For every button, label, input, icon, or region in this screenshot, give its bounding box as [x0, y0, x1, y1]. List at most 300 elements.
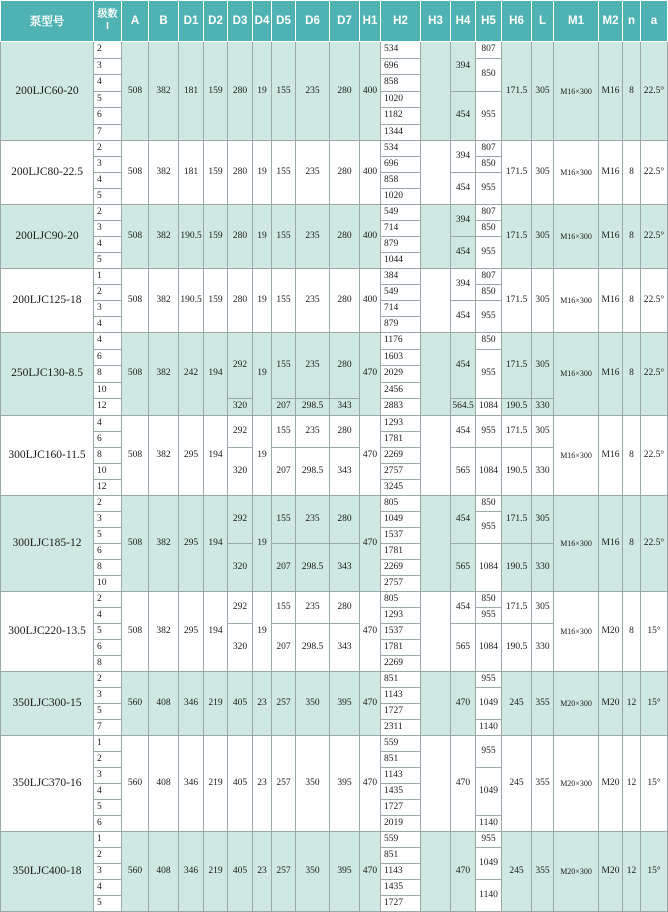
dim-H5: 850: [476, 58, 502, 91]
dim-L: 305: [532, 333, 554, 399]
dim-H2: 1727: [381, 799, 421, 815]
dim-A: 508: [122, 42, 149, 141]
dim-D6: 350: [296, 735, 330, 831]
dim-D2: 194: [204, 495, 228, 591]
dim-H4: 394: [451, 269, 476, 301]
dim-H5: 1049: [476, 847, 502, 879]
dim-H2: 1435: [381, 783, 421, 799]
dim-M2: M16: [599, 205, 623, 269]
dim-H6: 245: [502, 671, 532, 735]
dim-D2: 159: [204, 141, 228, 205]
dim-D6: 235: [296, 42, 330, 141]
dim-H2: 534: [381, 42, 421, 59]
dim-D4: 19: [253, 269, 272, 333]
dim-H5: 955: [476, 671, 502, 687]
dim-D7: 280: [330, 269, 360, 333]
stage-count: 1: [94, 831, 122, 847]
stage-count: 4: [94, 879, 122, 895]
dim-H2: 1435: [381, 879, 421, 895]
dim-D4: 19: [253, 205, 272, 269]
dim-H2: 2269: [381, 447, 421, 463]
table-row: [1, 205, 668, 221]
dim-L: 305: [532, 495, 554, 543]
dim-D6: 298.5: [296, 543, 330, 591]
dim-B: 382: [149, 141, 179, 205]
dim-L: 330: [532, 399, 554, 416]
dim-H2: 879: [381, 317, 421, 333]
dim-D2: 194: [204, 415, 228, 495]
dim-H2: 851: [381, 671, 421, 687]
dim-D6: 235: [296, 269, 330, 333]
stage-count: 3: [94, 301, 122, 317]
dim-A: 508: [122, 495, 149, 591]
dim-D1: 190.5: [179, 205, 204, 269]
pump-model: 200LJC90-20: [1, 205, 94, 269]
dim-n: 12: [623, 735, 641, 831]
dim-H2: 1537: [381, 527, 421, 543]
dim-H2: 858: [381, 75, 421, 92]
table-row: [1, 42, 668, 59]
dim-B: 408: [149, 831, 179, 911]
dim-D5: 207: [272, 623, 296, 671]
dim-H2: 2311: [381, 719, 421, 735]
dim-H2: 549: [381, 285, 421, 301]
dim-D4: 23: [253, 831, 272, 911]
dim-L: 330: [532, 543, 554, 591]
dim-a: 22.5°: [641, 269, 668, 333]
dim-H3: [421, 141, 451, 205]
dim-H3: [421, 333, 451, 416]
stage-count: 6: [94, 349, 122, 366]
dim-n: 8: [623, 333, 641, 416]
pump-model: 350LJC400-18: [1, 831, 94, 911]
dim-H1: 470: [360, 415, 381, 495]
dim-L: 305: [532, 269, 554, 333]
dim-D7: 280: [330, 495, 360, 543]
table-row: [1, 831, 668, 847]
dim-H4: 454: [451, 333, 476, 399]
dim-H2: 1143: [381, 767, 421, 783]
stage-count: 2: [94, 42, 122, 59]
dim-H6: 245: [502, 735, 532, 831]
dim-D7: 280: [330, 141, 360, 205]
dim-H2: 1293: [381, 415, 421, 431]
header-L: L: [532, 1, 554, 42]
dim-M2: M20: [599, 831, 623, 911]
dim-M1: M16×300: [554, 415, 599, 495]
dim-D3: 280: [228, 42, 253, 141]
dim-H1: 470: [360, 591, 381, 671]
dim-H2: 858: [381, 173, 421, 189]
dim-B: 382: [149, 269, 179, 333]
dim-D3: 320: [228, 543, 253, 591]
dim-H2: 696: [381, 58, 421, 75]
dim-H5: 1140: [476, 719, 502, 735]
dim-H4: 454: [451, 301, 476, 333]
header-stages-line2: I: [106, 21, 109, 32]
dim-D5: 207: [272, 543, 296, 591]
dim-H3: [421, 831, 451, 911]
dim-H5: 1084: [476, 623, 502, 671]
dim-H5: 850: [476, 591, 502, 607]
dim-H6: 190.5: [502, 447, 532, 495]
dim-D3: 292: [228, 495, 253, 543]
dim-D3: 280: [228, 269, 253, 333]
dim-H3: [421, 205, 451, 269]
dim-H2: 2883: [381, 399, 421, 416]
dim-H4: 454: [451, 173, 476, 205]
dim-D3: 320: [228, 447, 253, 495]
dim-H2: 1537: [381, 623, 421, 639]
stage-count: 4: [94, 173, 122, 189]
dim-H5: 955: [476, 735, 502, 767]
dim-H6: 190.5: [502, 543, 532, 591]
stage-count: 7: [94, 719, 122, 735]
dim-D6: 235: [296, 415, 330, 447]
dim-D5: 207: [272, 447, 296, 495]
stage-count: 3: [94, 767, 122, 783]
stage-count: 8: [94, 559, 122, 575]
dim-D1: 295: [179, 495, 204, 591]
dim-L: 305: [532, 591, 554, 623]
dim-H1: 400: [360, 205, 381, 269]
dim-D7: 280: [330, 415, 360, 447]
table-row: [1, 333, 668, 350]
dim-D2: 159: [204, 269, 228, 333]
dim-H5: 1084: [476, 399, 502, 416]
model-group: [1, 141, 668, 205]
dim-H2: 1727: [381, 895, 421, 911]
dim-D2: 219: [204, 671, 228, 735]
pump-model: 300LJC220-13.5: [1, 591, 94, 671]
dim-a: 15°: [641, 671, 668, 735]
dim-H6: 171.5: [502, 415, 532, 447]
dim-H3: [421, 671, 451, 735]
stage-count: 2: [94, 671, 122, 687]
dim-B: 408: [149, 735, 179, 831]
dim-H2: 3245: [381, 479, 421, 495]
dim-n: 8: [623, 495, 641, 591]
dim-H6: 171.5: [502, 42, 532, 141]
dim-H2: 805: [381, 591, 421, 607]
stage-count: 5: [94, 623, 122, 639]
dim-M1: M16×300: [554, 591, 599, 671]
dim-H2: 1044: [381, 253, 421, 269]
dim-M2: M16: [599, 415, 623, 495]
dim-L: 355: [532, 831, 554, 911]
dim-D7: 280: [330, 333, 360, 399]
dim-H6: 245: [502, 831, 532, 911]
pump-model: 300LJC160-11.5: [1, 415, 94, 495]
dim-H2: 2019: [381, 815, 421, 831]
dim-A: 508: [122, 269, 149, 333]
stage-count: 8: [94, 655, 122, 671]
dim-H2: 384: [381, 269, 421, 285]
stage-count: 12: [94, 399, 122, 416]
dim-L: 330: [532, 623, 554, 671]
dim-D5: 155: [272, 591, 296, 623]
dim-D3: 320: [228, 399, 253, 416]
dim-A: 508: [122, 141, 149, 205]
dim-D5: 155: [272, 415, 296, 447]
dim-H5: 1084: [476, 447, 502, 495]
dim-D1: 242: [179, 333, 204, 416]
stage-count: 4: [94, 317, 122, 333]
dim-D2: 219: [204, 735, 228, 831]
dim-D7: 343: [330, 623, 360, 671]
dim-H4: 565: [451, 447, 476, 495]
dim-H2: 1293: [381, 607, 421, 623]
dim-H5: 850: [476, 285, 502, 301]
dim-H2: 2456: [381, 382, 421, 399]
dim-A: 560: [122, 735, 149, 831]
dim-a: 22.5°: [641, 495, 668, 591]
dim-H2: 696: [381, 157, 421, 173]
dim-L: 305: [532, 415, 554, 447]
dim-H5: 850: [476, 157, 502, 173]
dim-H2: 1143: [381, 687, 421, 703]
header-H3: H3: [421, 1, 451, 42]
dim-L: 305: [532, 42, 554, 141]
dim-B: 382: [149, 42, 179, 141]
dim-M1: M20×300: [554, 831, 599, 911]
dim-H2: 1176: [381, 333, 421, 350]
dim-H6: 171.5: [502, 591, 532, 623]
dim-D3: 292: [228, 415, 253, 447]
dim-a: 15°: [641, 591, 668, 671]
dim-H4: 470: [451, 671, 476, 735]
dim-A: 508: [122, 205, 149, 269]
dim-H6: 190.5: [502, 399, 532, 416]
dim-D1: 295: [179, 591, 204, 671]
dim-D1: 190.5: [179, 269, 204, 333]
dim-H2: 1781: [381, 543, 421, 559]
dim-D6: 235: [296, 333, 330, 399]
header-M2: M2: [599, 1, 623, 42]
dim-D7: 280: [330, 42, 360, 141]
stage-count: 2: [94, 285, 122, 301]
dim-H4: 454: [451, 91, 476, 141]
stage-count: 6: [94, 639, 122, 655]
dim-L: 355: [532, 735, 554, 831]
pump-model: 200LJC80-22.5: [1, 141, 94, 205]
dim-H4: 564.5: [451, 399, 476, 416]
dim-M2: M16: [599, 495, 623, 591]
dim-D5: 257: [272, 735, 296, 831]
dim-n: 8: [623, 42, 641, 141]
dim-H2: 1344: [381, 124, 421, 141]
dim-H4: 454: [451, 591, 476, 623]
dim-H5: 955: [476, 607, 502, 623]
dim-M2: M16: [599, 269, 623, 333]
dim-H5: 955: [476, 301, 502, 333]
dim-a: 15°: [641, 735, 668, 831]
dim-B: 382: [149, 415, 179, 495]
header-D1: D1: [179, 1, 204, 42]
stage-count: 5: [94, 189, 122, 205]
dim-H1: 470: [360, 671, 381, 735]
dim-H1: 470: [360, 831, 381, 911]
dim-L: 355: [532, 671, 554, 735]
stage-count: 5: [94, 895, 122, 911]
table-row: [1, 495, 668, 511]
dim-D7: 395: [330, 735, 360, 831]
header-H4: H4: [451, 1, 476, 42]
dim-H4: 394: [451, 205, 476, 237]
dim-H5: 850: [476, 221, 502, 237]
dim-L: 305: [532, 205, 554, 269]
dim-D4: 19: [253, 42, 272, 141]
dim-D3: 405: [228, 735, 253, 831]
dim-D2: 194: [204, 333, 228, 416]
dim-H2: 1182: [381, 108, 421, 125]
dim-D3: 280: [228, 205, 253, 269]
dim-H4: 454: [451, 237, 476, 269]
header-H1: H1: [360, 1, 381, 42]
dim-H5: 1140: [476, 879, 502, 911]
dim-D6: 298.5: [296, 447, 330, 495]
dim-H5: 807: [476, 42, 502, 59]
dim-M2: M16: [599, 42, 623, 141]
dim-H6: 171.5: [502, 269, 532, 333]
header-H5: H5: [476, 1, 502, 42]
model-group: [1, 333, 668, 416]
pump-model: 300LJC185-12: [1, 495, 94, 591]
header-D7: D7: [330, 1, 360, 42]
stage-count: 6: [94, 431, 122, 447]
stage-count: 3: [94, 863, 122, 879]
dim-D6: 235: [296, 141, 330, 205]
pump-model: 350LJC370-16: [1, 735, 94, 831]
stage-count: 5: [94, 703, 122, 719]
dim-H2: 714: [381, 221, 421, 237]
dim-B: 382: [149, 591, 179, 671]
dim-H5: 1140: [476, 815, 502, 831]
stage-count: 3: [94, 58, 122, 75]
stage-count: 3: [94, 687, 122, 703]
dim-H5: 807: [476, 205, 502, 221]
stage-count: 3: [94, 221, 122, 237]
dim-H5: 955: [476, 349, 502, 399]
dim-D4: 19: [253, 591, 272, 671]
dim-H1: 470: [360, 495, 381, 591]
table-row: [1, 141, 668, 157]
dim-M2: M16: [599, 141, 623, 205]
dim-H6: 190.5: [502, 623, 532, 671]
stage-count: 6: [94, 108, 122, 125]
dim-H5: 850: [476, 333, 502, 350]
pump-model: 200LJC125-18: [1, 269, 94, 333]
dim-M1: M16×300: [554, 269, 599, 333]
dim-H3: [421, 495, 451, 591]
table-row: [1, 591, 668, 607]
dim-A: 508: [122, 333, 149, 416]
dim-D5: 155: [272, 205, 296, 269]
dim-H2: 2757: [381, 463, 421, 479]
dim-D7: 280: [330, 205, 360, 269]
dim-A: 508: [122, 591, 149, 671]
dim-H2: 2757: [381, 575, 421, 591]
dim-D5: 155: [272, 269, 296, 333]
stage-count: 1: [94, 735, 122, 751]
dim-H2: 1781: [381, 639, 421, 655]
header-row: [1, 1, 668, 42]
stage-count: 2: [94, 751, 122, 767]
dim-a: 22.5°: [641, 415, 668, 495]
dim-D4: 23: [253, 671, 272, 735]
header-D4: D4: [253, 1, 272, 42]
stage-count: 3: [94, 157, 122, 173]
dim-D5: 155: [272, 42, 296, 141]
table-row: [1, 671, 668, 687]
dim-D7: 280: [330, 591, 360, 623]
stage-count: 8: [94, 366, 122, 383]
header-stages-line1: 级数: [97, 9, 118, 20]
table-row: [1, 415, 668, 431]
model-group: [1, 205, 668, 269]
dim-H2: 2029: [381, 366, 421, 383]
stage-count: 6: [94, 815, 122, 831]
dim-D3: 405: [228, 831, 253, 911]
dim-H2: 1781: [381, 431, 421, 447]
dim-n: 12: [623, 671, 641, 735]
dim-H2: 559: [381, 831, 421, 847]
dim-H3: [421, 735, 451, 831]
dim-D3: 292: [228, 591, 253, 623]
dim-B: 382: [149, 205, 179, 269]
stage-count: 5: [94, 527, 122, 543]
dim-H3: [421, 269, 451, 333]
dim-H2: 1020: [381, 91, 421, 108]
dim-H2: 534: [381, 141, 421, 157]
dim-H2: 2269: [381, 559, 421, 575]
dim-D2: 219: [204, 831, 228, 911]
dim-D7: 395: [330, 831, 360, 911]
dim-D2: 159: [204, 205, 228, 269]
dim-a: 22.5°: [641, 333, 668, 416]
dim-M2: M20: [599, 671, 623, 735]
dim-B: 382: [149, 333, 179, 416]
dim-H5: 807: [476, 269, 502, 285]
header-D3: D3: [228, 1, 253, 42]
dim-D6: 235: [296, 205, 330, 269]
dim-D1: 181: [179, 42, 204, 141]
stage-count: 3: [94, 511, 122, 527]
stage-count: 5: [94, 91, 122, 108]
dim-D1: 181: [179, 141, 204, 205]
dim-H2: 1049: [381, 511, 421, 527]
dim-H5: 955: [476, 173, 502, 205]
dim-H5: 850: [476, 495, 502, 511]
header-a: a: [641, 1, 668, 42]
header-D2: D2: [204, 1, 228, 42]
dim-D4: 19: [253, 495, 272, 591]
dim-H5: 1049: [476, 767, 502, 815]
dim-D7: 343: [330, 447, 360, 495]
dim-H2: 714: [381, 301, 421, 317]
dim-H3: [421, 415, 451, 495]
dim-D6: 235: [296, 591, 330, 623]
stage-count: 4: [94, 783, 122, 799]
table-row: [1, 735, 668, 751]
dim-A: 560: [122, 671, 149, 735]
model-group: [1, 495, 668, 591]
dim-D6: 235: [296, 495, 330, 543]
dim-n: 8: [623, 591, 641, 671]
dim-D1: 346: [179, 735, 204, 831]
dim-a: 15°: [641, 831, 668, 911]
stage-count: 7: [94, 124, 122, 141]
